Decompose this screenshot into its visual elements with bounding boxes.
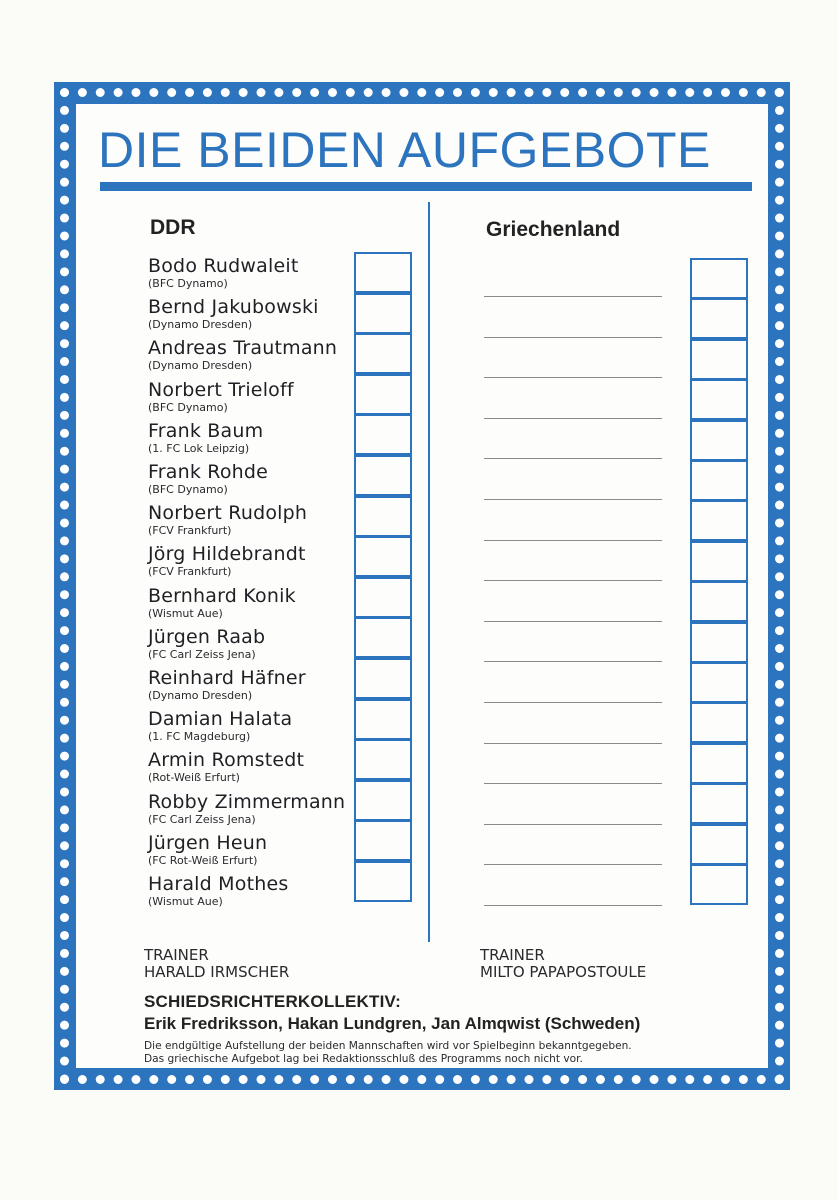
note-line-2: Das griechische Aufgebot lag bei Redaktionsschluß des Programms noch nicht vor. <box>144 1053 583 1065</box>
greece-name-line <box>484 621 662 622</box>
player-club: (1. FC Magdeburg) <box>148 730 251 744</box>
greece-number-box <box>690 864 748 905</box>
ddr-number-box <box>354 496 412 537</box>
greece-number-box <box>690 420 748 461</box>
greece-number-box <box>690 298 748 339</box>
player-name: Frank Baum <box>148 419 264 442</box>
greece-trainer-name: MILTO PAPAPOSTOULE <box>480 963 647 981</box>
player-name: Jürgen Heun <box>148 831 268 854</box>
greece-number-box <box>690 379 748 420</box>
greece-number-box <box>690 581 748 622</box>
player-name: Jürgen Raab <box>148 625 266 648</box>
player-name: Robby Zimmermann <box>148 790 346 813</box>
ddr-trainer-label: TRAINER <box>144 946 209 964</box>
ddr-number-box <box>354 577 412 618</box>
ddr-player-row <box>148 627 348 661</box>
player-club: (Wismut Aue) <box>148 895 223 908</box>
ddr-number-box <box>354 252 412 293</box>
player-club: (FC Carl Zeiss Jena) <box>148 812 256 826</box>
player-club: (FC Rot-Weiß Erfurt) <box>148 853 258 867</box>
greece-name-line <box>484 458 662 459</box>
ddr-number-box <box>354 617 412 658</box>
decorative-frame <box>54 82 790 1090</box>
greece-name-line <box>484 337 662 338</box>
greece-name-line <box>484 824 662 825</box>
greece-number-box <box>690 824 748 865</box>
player-name: Norbert Rudolph <box>148 502 308 525</box>
ddr-trainer-name: HARALD IRMSCHER <box>144 963 290 981</box>
lineup-sheet <box>76 104 768 1068</box>
greece-number-box <box>690 743 748 784</box>
greece-name-line <box>484 905 662 906</box>
player-name: Jörg Hildebrandt <box>148 543 306 566</box>
title-underline <box>100 182 752 191</box>
ddr-number-box <box>354 374 412 415</box>
player-club: (1. FC Lok Leipzig) <box>148 441 250 455</box>
player-club: (FCV Frankfurt) <box>148 565 232 579</box>
ddr-team-heading: DDR <box>150 216 196 239</box>
ddr-number-box <box>354 455 412 496</box>
ddr-player-row <box>148 338 348 372</box>
greece-name-line <box>484 296 662 297</box>
greece-number-box <box>690 783 748 824</box>
ddr-number-box <box>354 658 412 699</box>
greece-name-line <box>484 743 662 744</box>
player-club: (BFC Dynamo) <box>148 277 228 290</box>
greece-number-box <box>690 541 748 582</box>
greece-number-box <box>690 339 748 380</box>
greece-team-heading: Griechenland <box>486 218 621 241</box>
ddr-player-row <box>148 586 348 620</box>
player-club: (BFC Dynamo) <box>148 483 228 496</box>
lineup-note <box>144 1040 632 1066</box>
page-title: DIE BEIDEN AUFGEBOTE <box>98 122 711 178</box>
ddr-player-row <box>148 833 348 867</box>
ddr-player-row <box>148 709 348 743</box>
ddr-number-box <box>354 699 412 740</box>
ddr-player-row <box>148 750 348 784</box>
ddr-number-box <box>354 820 412 861</box>
note-line-1: Die endgültige Aufstellung der beiden Mannschaften wird vor Spielbeginn bekanntgegeben. <box>144 1040 632 1052</box>
ddr-player-row <box>148 421 348 455</box>
greece-number-box <box>690 460 748 501</box>
greece-trainer <box>480 947 646 981</box>
player-club: (Wismut Aue) <box>148 606 223 620</box>
ddr-number-box <box>354 780 412 821</box>
player-name: Damian Halata <box>148 708 293 731</box>
player-name: Andreas Trautmann <box>148 337 338 360</box>
column-divider <box>428 202 430 942</box>
ddr-player-row <box>148 462 348 496</box>
referee-heading: SCHIEDSRICHTERKOLLEKTIV: <box>144 992 401 1011</box>
player-club: (BFC Dynamo) <box>148 400 228 414</box>
greece-number-box <box>690 500 748 541</box>
greece-name-line <box>484 418 662 419</box>
player-name: Harald Mothes <box>148 873 289 895</box>
player-club: (Dynamo Dresden) <box>148 689 253 702</box>
ddr-player-row <box>148 297 348 331</box>
ddr-number-box <box>354 861 412 902</box>
ddr-player-row <box>148 380 348 414</box>
ddr-trainer <box>144 947 289 981</box>
greece-name-line <box>484 661 662 662</box>
ddr-number-box <box>354 414 412 455</box>
player-club: (FC Carl Zeiss Jena) <box>148 647 256 661</box>
greece-name-line <box>484 580 662 581</box>
player-club: (Dynamo Dresden) <box>148 318 253 332</box>
referee-names: Erik Fredriksson, Hakan Lundgren, Jan Almqwist (Schweden) <box>144 1014 641 1033</box>
player-name: Bernd Jakubowski <box>148 296 319 319</box>
ddr-player-row <box>148 503 348 537</box>
greece-number-box <box>690 258 748 299</box>
greece-name-line <box>484 540 662 541</box>
player-club: (Rot-Weiß Erfurt) <box>148 771 240 785</box>
greece-name-line <box>484 783 662 784</box>
greece-name-line <box>484 377 662 378</box>
greece-number-box <box>690 702 748 743</box>
player-name: Frank Rohde <box>148 461 269 483</box>
ddr-player-row <box>148 544 348 578</box>
ddr-player-row <box>148 256 348 290</box>
ddr-player-row <box>148 668 348 702</box>
player-name: Bernhard Konik <box>148 584 296 607</box>
ddr-player-row <box>148 874 348 908</box>
greece-name-line <box>484 702 662 703</box>
player-name: Armin Romstedt <box>148 749 305 772</box>
player-club: (FCV Frankfurt) <box>148 524 232 538</box>
player-club: (Dynamo Dresden) <box>148 359 253 373</box>
greece-name-line <box>484 864 662 865</box>
greece-number-box <box>690 662 748 703</box>
ddr-number-box <box>354 293 412 334</box>
player-name: Bodo Rudwaleit <box>148 255 299 277</box>
ddr-number-box <box>354 333 412 374</box>
greece-name-line <box>484 499 662 500</box>
ddr-number-box <box>354 739 412 780</box>
ddr-number-box <box>354 536 412 577</box>
greece-number-box <box>690 622 748 663</box>
greece-trainer-label: TRAINER <box>480 946 545 964</box>
ddr-player-row <box>148 792 348 826</box>
player-name: Reinhard Häfner <box>148 667 306 689</box>
player-name: Norbert Trieloff <box>148 378 294 401</box>
